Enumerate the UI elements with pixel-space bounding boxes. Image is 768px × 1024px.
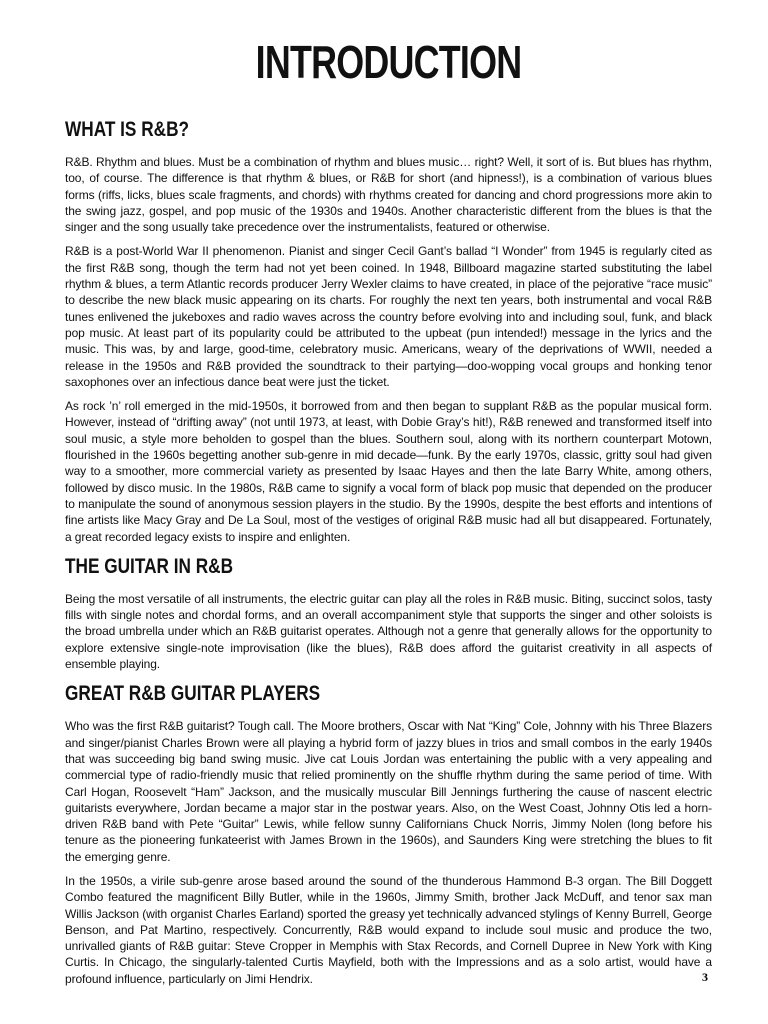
paragraph: R&B is a post-World War II phenomenon. Pianist and singer Cecil Gant’s ballad “I Wonder” from 1945 is regularly cited as the first R&B song, though the term had not yet been coined. In 1948, Billboard magazine started substituting the label rhythm & blues, a term Atlantic records producer Jerry Wexler claims to have created, in place of the pejorative “race music” to describe the new black music appearing on its charts. For roughly the next ten years, both instrumental and vocal R&B tunes enlivened the jukeboxes and radio waves across the country before evolving into and including soul, funk, and black pop music. At least part of its popularity could be attributed to the upbeat (pun intended!) message in the lyrics and the music. This was, by and large, good-time, celebratory music. Americans, weary of the deprivations of WWII, needed a release in the 1950s and R&B provided the soundtrack to their partying—doo-wopping vocal groups and honking tenor saxophones over an infectious dance beat were just the ticket. xyxy=(65,244,712,389)
paragraph: Being the most versatile of all instruments, the electric guitar can play all the roles in R&B music. Biting, succinct solos, tasty fills with single notes and chordal forms, and an overall accompaniment style that supports the singer and other soloists is the broad umbrella under which an R&B guitarist operates. Although not a genre that generally allows for the opportunity to explore extensive single-note improvisation (like the blues), R&B does afford the guitarist creativity in all aspects of ensemble playing. xyxy=(65,591,712,672)
section-heading: WHAT IS R&B? xyxy=(65,118,190,141)
paragraph: As rock ’n’ roll emerged in the mid-1950s, it borrowed from and then began to supplant R&B as the popular musical form. However, instead of “drifting away” (not until 1973, at least, with Dobie Gray’s hit!), R&B renewed and transformed itself into soul music, a style more beholden to gospel than the blues. Southern soul, along with its northern counterpart Motown, flourished in the 1960s begetting another sub-genre in mid decade—funk. By the early 1970s, classic, gritty soul had given way to a smoother, more commercial variety as presented by Isaac Hayes and then the late Barry White, among others, followed by disco music. In the 1980s, R&B came to signify a vocal form of black pop music that depended on the producer to manipulate the sound of anonymous session players in the studio. By the 1990s, despite the best efforts and intentions of fine artists like Macy Gray and De La Soul, most of the vestiges of original R&B music had all but disappeared. Fortunately, a great recorded legacy exists to inspire and enlighten. xyxy=(65,399,712,544)
section-guitar-in-rnb xyxy=(65,555,712,672)
paragraph: In the 1950s, a virile sub-genre arose based around the sound of the thunderous Hammond B-3 organ. The Bill Doggett Combo featured the magnificent Billy Butler, while in the 1960s, Jimmy Smith, brother Jack McDuff, and tenor sax man Willis Jackson (with organist Charles Earland) sported the greasy yet technically advanced stylings of Kenny Burrell, George Benson, and Pat Martino, respectively. Concurrently, R&B would expand to include soul music and produce the two, unrivalled giants of R&B guitar: Steve Cropper in Memphis with Stax Records, and Cornell Dupree in New York with King Curtis. In Chicago, the singularly-talented Curtis Mayfield, both with the Impressions and as a solo artist, would have a profound influence, particularly on Jimi Hendrix. xyxy=(65,873,712,986)
page-number: 3 xyxy=(702,970,708,984)
page-title: INTRODUCTION xyxy=(255,36,522,88)
paragraph: R&B. Rhythm and blues. Must be a combination of rhythm and blues music… right? Well, it sort of is. But blues has rhythm, too, of course. The difference is that rhythm & blues, or R&B for short (and hipness!), is a combination of various blues forms (riffs, licks, blues scale fragments, and chords) with rhythms created for dancing and chord progressions more akin to the swing jazz, gospel, and pop music of the 1930s and 1940s. Another characteristic different from the blues is that the singer and the song usually take precedence over the instrumentalists, featured or otherwise. xyxy=(65,155,712,235)
section-what-is-rnb xyxy=(65,118,712,545)
section-heading: GREAT R&B GUITAR PLAYERS xyxy=(65,682,321,706)
paragraph: Who was the first R&B guitarist? Tough call. The Moore brothers, Oscar with Nat “King” Cole, Johnny with his Three Blazers and singer/pianist Charles Brown were all playing a hybrid form of jazzy blues in trios and small combos in the early 1940s that was succeeding big band swing music. Jive cat Louis Jordan was entertaining the public with a very appealing and commercial type of radio-friendly music that relied prominently on the shuffle rhythm during the same period of time. With Carl Hogan, Roosevelt “Ham” Jackson, and the musically muscular Bill Jennings furthering the cause of nascent electric guitarists everywhere, Jordan became a major star in the postwar years. Also, on the West Coast, Johnny Otis led a horn-driven R&B band with Pete “Guitar” Lewis, while fellow sunny Californians Chuck Norris, Jimmy Nolen (long before his tenure as the pioneering funkateerist with James Brown in the 1960s), and Saunders King were stretching the blues to fit the emerging genre. xyxy=(65,719,712,864)
section-great-guitar-players xyxy=(65,682,712,987)
section-heading: THE GUITAR IN R&B xyxy=(65,554,234,578)
